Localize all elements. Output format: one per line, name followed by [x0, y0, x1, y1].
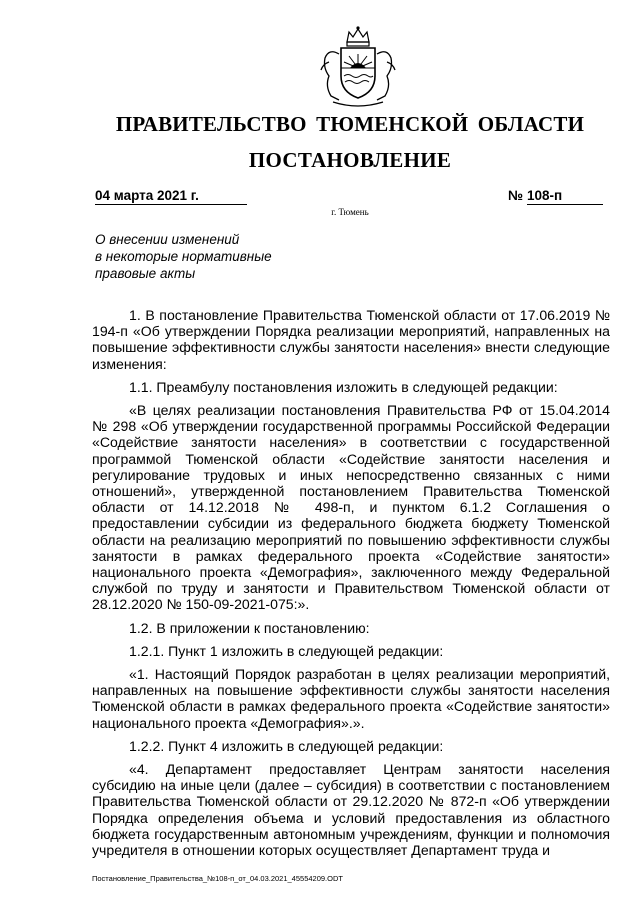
subject-block: [95, 231, 272, 282]
city-label: г. Тюмень: [331, 207, 369, 217]
body-paragraph: 1.2. В приложении к постановлению:: [129, 619, 370, 636]
document-body: [92, 307, 610, 865]
document-date: 04 марта 2021 г.: [95, 187, 247, 205]
body-paragraph: 1.2.1. Пункт 1 изложить в следующей редакции:: [129, 642, 444, 659]
subject-line: в некоторые нормативные: [95, 249, 272, 264]
document-type: ПОСТАНОВЛЕНИЕ: [248, 148, 452, 172]
subject-line: правовые акты: [95, 266, 196, 281]
file-footer: Постановление_Правительства_№108-п_от_04.03.2021_45554209.ODT: [92, 874, 343, 883]
number-sign: №: [508, 188, 524, 203]
body-paragraph: 1.1. Преамбулу постановления изложить в следующей редакции:: [129, 378, 558, 395]
subject-line: О внесении изменений: [95, 232, 240, 247]
body-paragraph: 1. В постановление Правительства Тюменской области от 17.06.2019 № 194-п «Об утверждении Порядка реализации мероприятий, направленных на повышение эффективности службы занятости населения» внести следующие изменения:: [92, 307, 610, 372]
document-number: 108-п: [527, 187, 603, 205]
body-paragraph: «1. Настоящий Порядок разработан в целях реализации мероприятий, направленных на повышение эффективности службы занятости населения Тюменской области в рамках федерального проекта «Содействие занятости» национального проекта «Демография».».: [92, 666, 610, 731]
organization-title: ПРАВИТЕЛЬСТВО ТЮМЕНСКОЙ ОБЛАСТИ: [115, 112, 585, 136]
tyumen-coat-of-arms-icon: [313, 24, 403, 110]
body-paragraph: «В целях реализации постановления Правительства РФ от 15.04.2014 № 298 «Об утверждении государственной программы Российской Федерации «Содействие занятости населения» в соответствии с государственной программой Тюменской области «Содействие занятости населения и регулирование трудовых и иных непосредственно связанных с ними отношений», утвержденной постановлением Правительства Тюменской области от 14.12.2018 № 498-п, и пунктом 6.1.2 Соглашения о предоставлении субсидии из федерального бюджета бюджету Тюменской области на реализацию мероприятий по повышению эффективности службы занятости в рамках федерального проекта «Содействие занятости» национального проекта «Демография», заключенного между Федеральной службой по труду и занятости и Правительством Тюменской области от 28.12.2020 № 150-09-2021-075:».: [92, 402, 610, 613]
body-paragraph: 1.2.2. Пункт 4 изложить в следующей редакции:: [129, 737, 444, 754]
body-paragraph: «4. Департамент предоставляет Центрам занятости населения субсидию на иные цели (далее – субсидия) в соответствии с постановлением Правительства Тюменской области от 29.12.2020 № 872-п «Об утверждении Порядка определения объема и условий предоставления из областного бюджета государственным автономным учреждениям, функции и полномочия учредителя в отношении которых осуществляет Департамент труда и: [92, 761, 610, 859]
